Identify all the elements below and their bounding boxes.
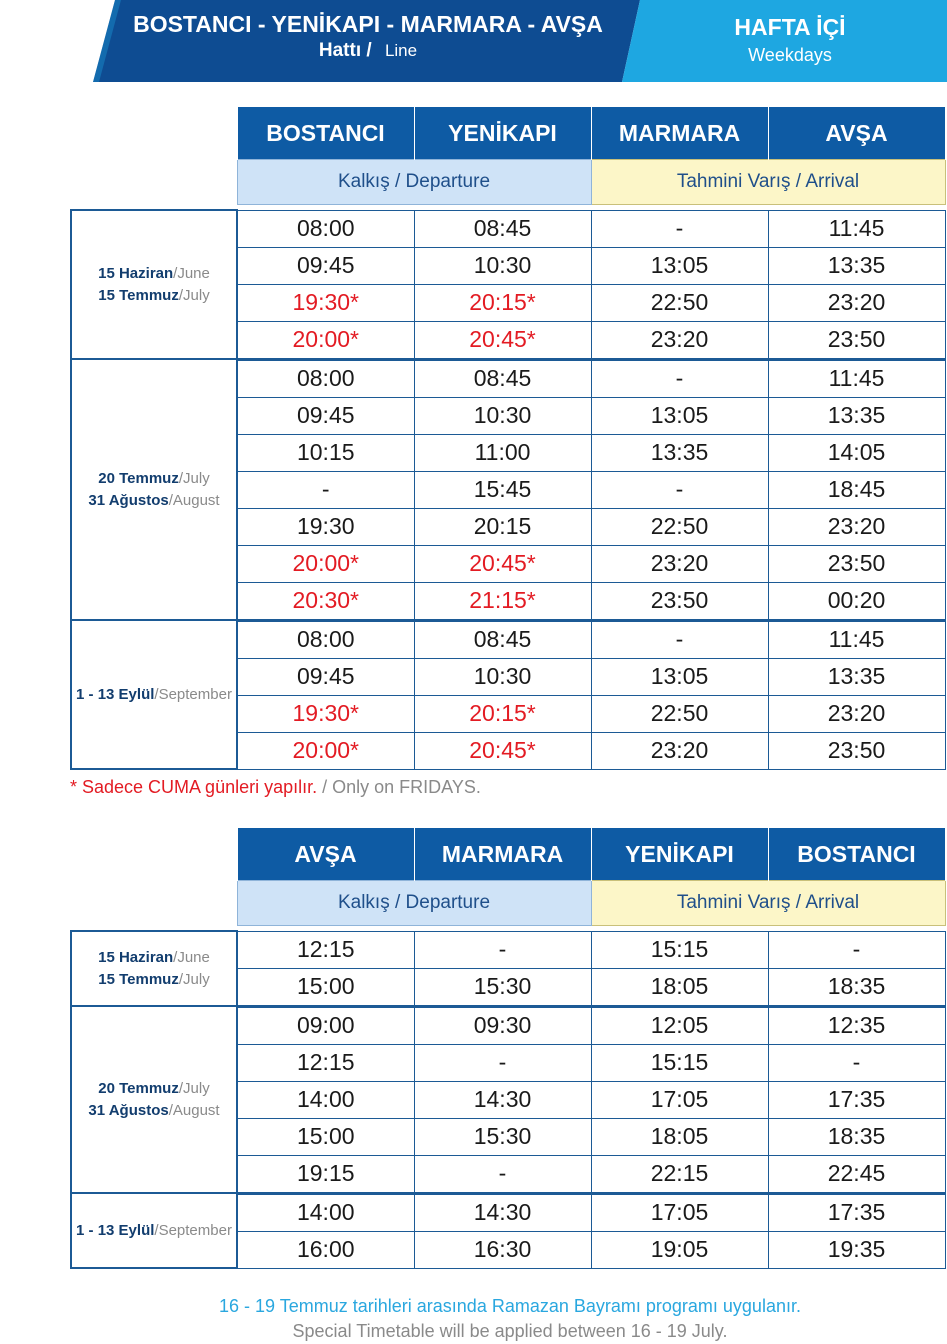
direction-row bbox=[71, 160, 945, 205]
arrival-label: Tahmini Varış / Arrival bbox=[591, 160, 945, 205]
time-cell: 08:45 bbox=[414, 210, 591, 247]
column-header-1: AVŞA bbox=[237, 828, 414, 881]
day-type-en: Weekdays bbox=[748, 45, 832, 65]
time-cell: - bbox=[414, 931, 591, 968]
period-separator: / bbox=[168, 1101, 173, 1119]
time-cell: 22:50 bbox=[591, 695, 768, 732]
time-cell: 15:00 bbox=[237, 1118, 414, 1155]
time-cell: 12:15 bbox=[237, 931, 414, 968]
direction-spacer bbox=[71, 881, 237, 926]
time-cell: 11:45 bbox=[768, 620, 945, 658]
arrival-label: Tahmini Varış / Arrival bbox=[591, 881, 945, 926]
time-cell: 10:30 bbox=[414, 397, 591, 434]
time-cell: 20:00* bbox=[237, 545, 414, 582]
period-en: August bbox=[172, 491, 220, 509]
period-en: July bbox=[183, 970, 210, 988]
day-type-tr: HAFTA İÇİ bbox=[734, 14, 846, 40]
column-header-2: MARMARA bbox=[414, 828, 591, 881]
column-header-row bbox=[71, 828, 945, 881]
time-cell: 23:50 bbox=[591, 582, 768, 620]
time-cell: 19:30 bbox=[237, 508, 414, 545]
time-cell: 20:15 bbox=[414, 508, 591, 545]
time-cell: - bbox=[768, 931, 945, 968]
time-cell: 20:30* bbox=[237, 582, 414, 620]
time-cell: 16:00 bbox=[237, 1231, 414, 1268]
table-row bbox=[71, 1193, 945, 1231]
time-cell: 23:50 bbox=[768, 732, 945, 769]
time-cell: 17:35 bbox=[768, 1081, 945, 1118]
time-cell: 15:00 bbox=[237, 968, 414, 1006]
period-tr: 1 - 13 Eylül bbox=[76, 1221, 155, 1239]
time-cell: 23:20 bbox=[768, 695, 945, 732]
time-cell: 09:45 bbox=[237, 658, 414, 695]
time-cell: 12:05 bbox=[591, 1006, 768, 1044]
period-line bbox=[72, 490, 236, 512]
time-cell: 14:00 bbox=[237, 1193, 414, 1231]
friday-note-tr: * Sadece CUMA günleri yapılır. bbox=[70, 777, 318, 797]
period-separator: / bbox=[173, 264, 178, 282]
time-cell: 22:50 bbox=[591, 508, 768, 545]
period-line bbox=[72, 969, 236, 991]
time-cell: 08:45 bbox=[414, 359, 591, 397]
friday-note-en: / Only on FRIDAYS. bbox=[322, 777, 481, 797]
time-cell: 14:30 bbox=[414, 1193, 591, 1231]
time-cell: 13:35 bbox=[591, 434, 768, 471]
ramadan-note-tr: 16 - 19 Temmuz tarihleri arasında Ramazan Bayramı programı uygulanır. bbox=[219, 1296, 801, 1316]
period-label bbox=[71, 1006, 237, 1193]
time-cell: 11:45 bbox=[768, 359, 945, 397]
time-cell: 23:50 bbox=[768, 545, 945, 582]
time-cell: 14:05 bbox=[768, 434, 945, 471]
column-header-2: YENİKAPI bbox=[414, 107, 591, 160]
line-subtitle bbox=[118, 40, 618, 62]
header-right-banner bbox=[622, 0, 947, 82]
time-cell: 18:05 bbox=[591, 968, 768, 1006]
time-cell: 11:00 bbox=[414, 434, 591, 471]
time-cell: 09:45 bbox=[237, 247, 414, 284]
time-cell: 10:30 bbox=[414, 658, 591, 695]
line-label-en: Line bbox=[384, 41, 418, 60]
time-cell: - bbox=[591, 620, 768, 658]
table-row bbox=[71, 359, 945, 397]
period-separator: / bbox=[154, 1221, 159, 1239]
time-cell: 23:20 bbox=[591, 732, 768, 769]
time-cell: 08:00 bbox=[237, 210, 414, 247]
time-cell: 08:00 bbox=[237, 620, 414, 658]
time-cell: 08:45 bbox=[414, 620, 591, 658]
time-cell: 12:15 bbox=[237, 1044, 414, 1081]
time-cell: 09:00 bbox=[237, 1006, 414, 1044]
timetable-outbound bbox=[70, 107, 946, 770]
time-cell: - bbox=[414, 1044, 591, 1081]
time-cell: 13:05 bbox=[591, 397, 768, 434]
time-cell: 15:30 bbox=[414, 1118, 591, 1155]
period-line bbox=[72, 468, 236, 490]
time-cell: 13:35 bbox=[768, 247, 945, 284]
time-cell: - bbox=[591, 471, 768, 508]
direction-spacer bbox=[71, 160, 237, 205]
time-cell: 18:35 bbox=[768, 1118, 945, 1155]
period-en: September bbox=[158, 685, 232, 703]
period-separator: / bbox=[173, 948, 178, 966]
table-row bbox=[71, 210, 945, 247]
period-label bbox=[71, 620, 237, 769]
column-header-1: BOSTANCI bbox=[237, 107, 414, 160]
time-cell: 17:05 bbox=[591, 1193, 768, 1231]
time-cell: 00:20 bbox=[768, 582, 945, 620]
time-cell: 20:45* bbox=[414, 321, 591, 359]
time-cell: 19:05 bbox=[591, 1231, 768, 1268]
time-cell: 18:35 bbox=[768, 968, 945, 1006]
period-tr: 20 Temmuz bbox=[98, 469, 179, 487]
period-separator: / bbox=[178, 469, 184, 487]
time-cell: - bbox=[591, 359, 768, 397]
time-cell: 13:05 bbox=[591, 658, 768, 695]
time-cell: 10:30 bbox=[414, 247, 591, 284]
period-separator: / bbox=[178, 970, 184, 988]
period-separator: / bbox=[178, 286, 184, 304]
time-cell: 20:00* bbox=[237, 321, 414, 359]
period-tr: 15 Temmuz bbox=[98, 970, 179, 988]
time-cell: 09:30 bbox=[414, 1006, 591, 1044]
time-cell: 23:20 bbox=[768, 284, 945, 321]
time-cell: 23:50 bbox=[768, 321, 945, 359]
period-label bbox=[71, 210, 237, 359]
time-cell: 14:30 bbox=[414, 1081, 591, 1118]
time-cell: 15:15 bbox=[591, 931, 768, 968]
table-row bbox=[71, 931, 945, 968]
line-title: BOSTANCI - YENİKAPI - MARMARA - AVŞA bbox=[133, 11, 603, 37]
time-cell: 19:35 bbox=[768, 1231, 945, 1268]
time-cell: 14:00 bbox=[237, 1081, 414, 1118]
direction-row bbox=[71, 881, 945, 926]
time-cell: 20:00* bbox=[237, 732, 414, 769]
header-spacer bbox=[71, 828, 237, 881]
time-cell: 21:15* bbox=[414, 582, 591, 620]
time-cell: 12:35 bbox=[768, 1006, 945, 1044]
table-row bbox=[71, 1006, 945, 1044]
timetable-return bbox=[70, 828, 946, 1269]
period-label bbox=[71, 931, 237, 1006]
period-en: June bbox=[177, 948, 210, 966]
time-cell: 19:30* bbox=[237, 284, 414, 321]
time-cell: 22:45 bbox=[768, 1155, 945, 1193]
time-cell: 23:20 bbox=[591, 321, 768, 359]
time-cell: - bbox=[414, 1155, 591, 1193]
time-cell: 22:50 bbox=[591, 284, 768, 321]
time-cell: 22:15 bbox=[591, 1155, 768, 1193]
time-cell: 13:05 bbox=[591, 247, 768, 284]
column-header-4: AVŞA bbox=[768, 107, 945, 160]
line-label-tr: Hattı / bbox=[318, 40, 372, 61]
time-cell: 20:15* bbox=[414, 695, 591, 732]
time-cell: 23:20 bbox=[768, 508, 945, 545]
period-separator: / bbox=[168, 491, 173, 509]
time-cell: 19:15 bbox=[237, 1155, 414, 1193]
period-tr: 20 Temmuz bbox=[98, 1079, 179, 1097]
period-line bbox=[72, 1078, 236, 1100]
page-header bbox=[0, 0, 947, 82]
time-cell: 23:20 bbox=[591, 545, 768, 582]
time-cell: 16:30 bbox=[414, 1231, 591, 1268]
time-cell: - bbox=[768, 1044, 945, 1081]
period-tr: 15 Haziran bbox=[98, 948, 174, 966]
period-line bbox=[72, 1220, 236, 1242]
period-line bbox=[72, 947, 236, 969]
column-header-3: YENİKAPI bbox=[591, 828, 768, 881]
time-cell: 13:35 bbox=[768, 397, 945, 434]
column-header-4: BOSTANCI bbox=[768, 828, 945, 881]
period-en: September bbox=[158, 1221, 232, 1239]
departure-label: Kalkış / Departure bbox=[237, 160, 591, 205]
time-cell: 19:30* bbox=[237, 695, 414, 732]
period-separator: / bbox=[154, 685, 159, 703]
period-line bbox=[72, 285, 236, 307]
departure-label: Kalkış / Departure bbox=[237, 881, 591, 926]
time-cell: 20:45* bbox=[414, 545, 591, 582]
time-cell: - bbox=[237, 471, 414, 508]
time-cell: 20:15* bbox=[414, 284, 591, 321]
time-cell: 15:15 bbox=[591, 1044, 768, 1081]
column-header-3: MARMARA bbox=[591, 107, 768, 160]
period-tr: 15 Haziran bbox=[98, 264, 174, 282]
time-cell: 18:45 bbox=[768, 471, 945, 508]
table-row bbox=[71, 620, 945, 658]
period-en: July bbox=[183, 469, 210, 487]
header-spacer bbox=[71, 107, 237, 160]
period-tr: 1 - 13 Eylül bbox=[76, 685, 155, 703]
period-tr: 31 Ağustos bbox=[88, 1101, 169, 1119]
period-tr: 15 Temmuz bbox=[98, 286, 179, 304]
period-line bbox=[72, 1100, 236, 1122]
period-line bbox=[72, 684, 236, 706]
time-cell: 13:35 bbox=[768, 658, 945, 695]
time-cell: 15:30 bbox=[414, 968, 591, 1006]
time-cell: 09:45 bbox=[237, 397, 414, 434]
period-line bbox=[72, 263, 236, 285]
period-label bbox=[71, 1193, 237, 1268]
period-tr: 31 Ağustos bbox=[88, 491, 169, 509]
period-label bbox=[71, 359, 237, 620]
time-cell: 17:35 bbox=[768, 1193, 945, 1231]
time-cell: 08:00 bbox=[237, 359, 414, 397]
time-cell: - bbox=[591, 210, 768, 247]
time-cell: 10:15 bbox=[237, 434, 414, 471]
period-en: July bbox=[183, 1079, 210, 1097]
period-separator: / bbox=[178, 1079, 184, 1097]
friday-note bbox=[70, 777, 481, 798]
time-cell: 20:45* bbox=[414, 732, 591, 769]
period-en: July bbox=[183, 286, 210, 304]
time-cell: 17:05 bbox=[591, 1081, 768, 1118]
time-cell: 18:05 bbox=[591, 1118, 768, 1155]
time-cell: 15:45 bbox=[414, 471, 591, 508]
ramadan-note-en: Special Timetable will be applied between 16 - 19 July. bbox=[292, 1321, 728, 1341]
period-en: August bbox=[172, 1101, 220, 1119]
time-cell: 11:45 bbox=[768, 210, 945, 247]
period-en: June bbox=[177, 264, 210, 282]
column-header-row bbox=[71, 107, 945, 160]
